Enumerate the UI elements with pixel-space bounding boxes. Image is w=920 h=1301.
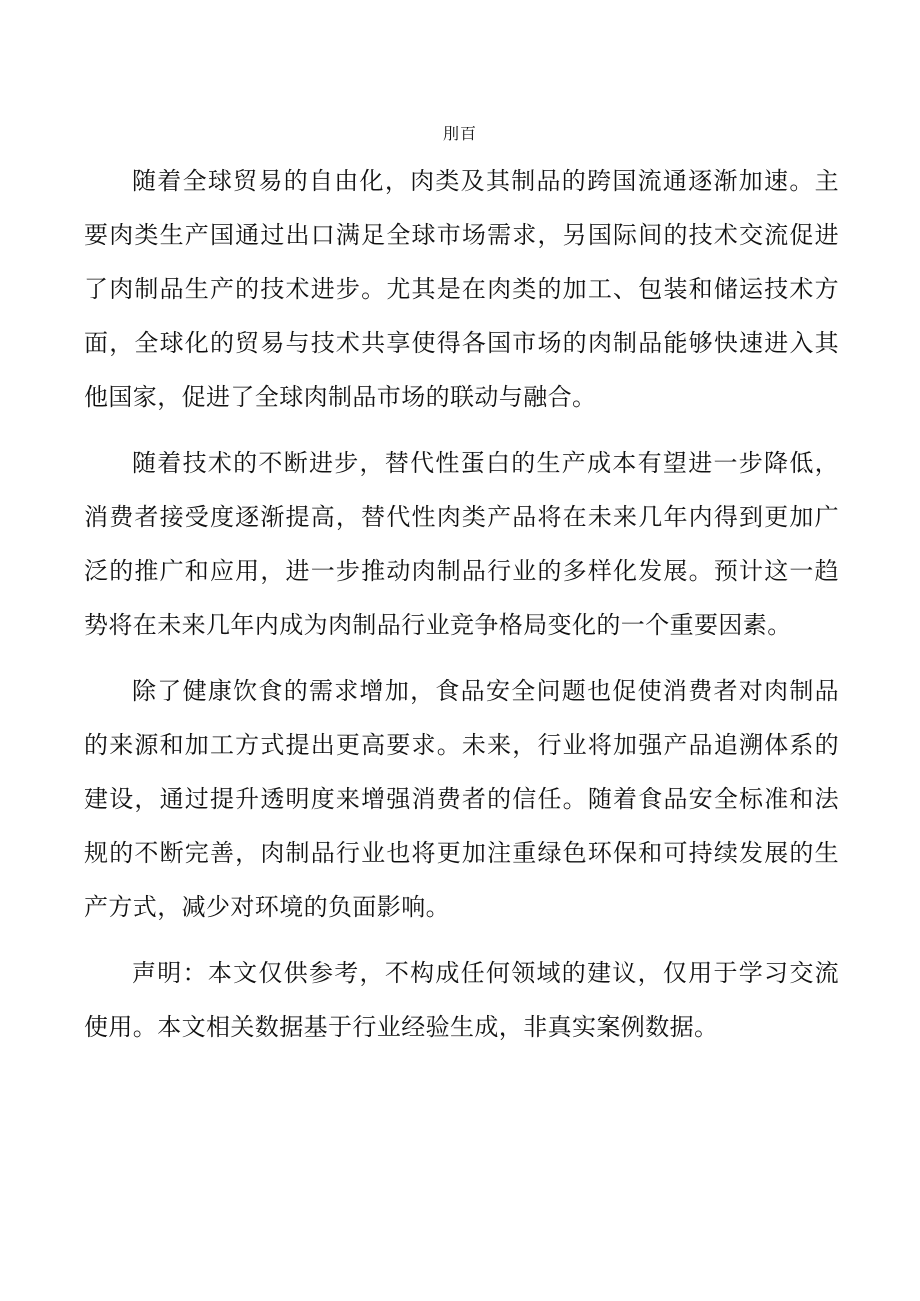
paragraph-disclaimer: 声明：本文仅供参考，不构成任何领域的建议，仅用于学习交流使用。本文相关数据基于行业经验生成，非真实案例数据。	[84, 959, 839, 1041]
page-heading: 刖百	[442, 124, 477, 143]
paragraph-alternative-protein: 随着技术的不断进步，替代性蛋白的生产成本有望进一步降低，消费者接受度逐渐提高，替代性肉类产品将在未来几年内得到更加广泛的推广和应用，进一步推动肉制品行业的多样化发展。预计这一趋势将在未来几年内成为肉制品行业竞争格局变化的一个重要因素。	[84, 449, 839, 639]
paragraph-global-trade: 随着全球贸易的自由化，肉类及其制品的跨国流通逐渐加速。主要肉类生产国通过出口满足全球市场需求，另国际间的技术交流促进了肉制品生产的技术进步。尤其是在肉类的加工、包装和储运技术方面，全球化的贸易与技术共享使得各国市场的肉制品能够快速进入其他国家，促进了全球肉制品市场的联动与融合。	[84, 167, 839, 411]
paragraph-food-safety: 除了健康饮食的需求增加，食品安全问题也促使消费者对肉制品的来源和加工方式提出更高要求。未来，行业将加强产品追溯体系的建设，通过提升透明度来增强消费者的信任。随着食品安全标准和法规的不断完善，肉制品行业也将更加注重绿色环保和可持续发展的生产方式，减少对环境的负面影响。	[84, 677, 839, 921]
